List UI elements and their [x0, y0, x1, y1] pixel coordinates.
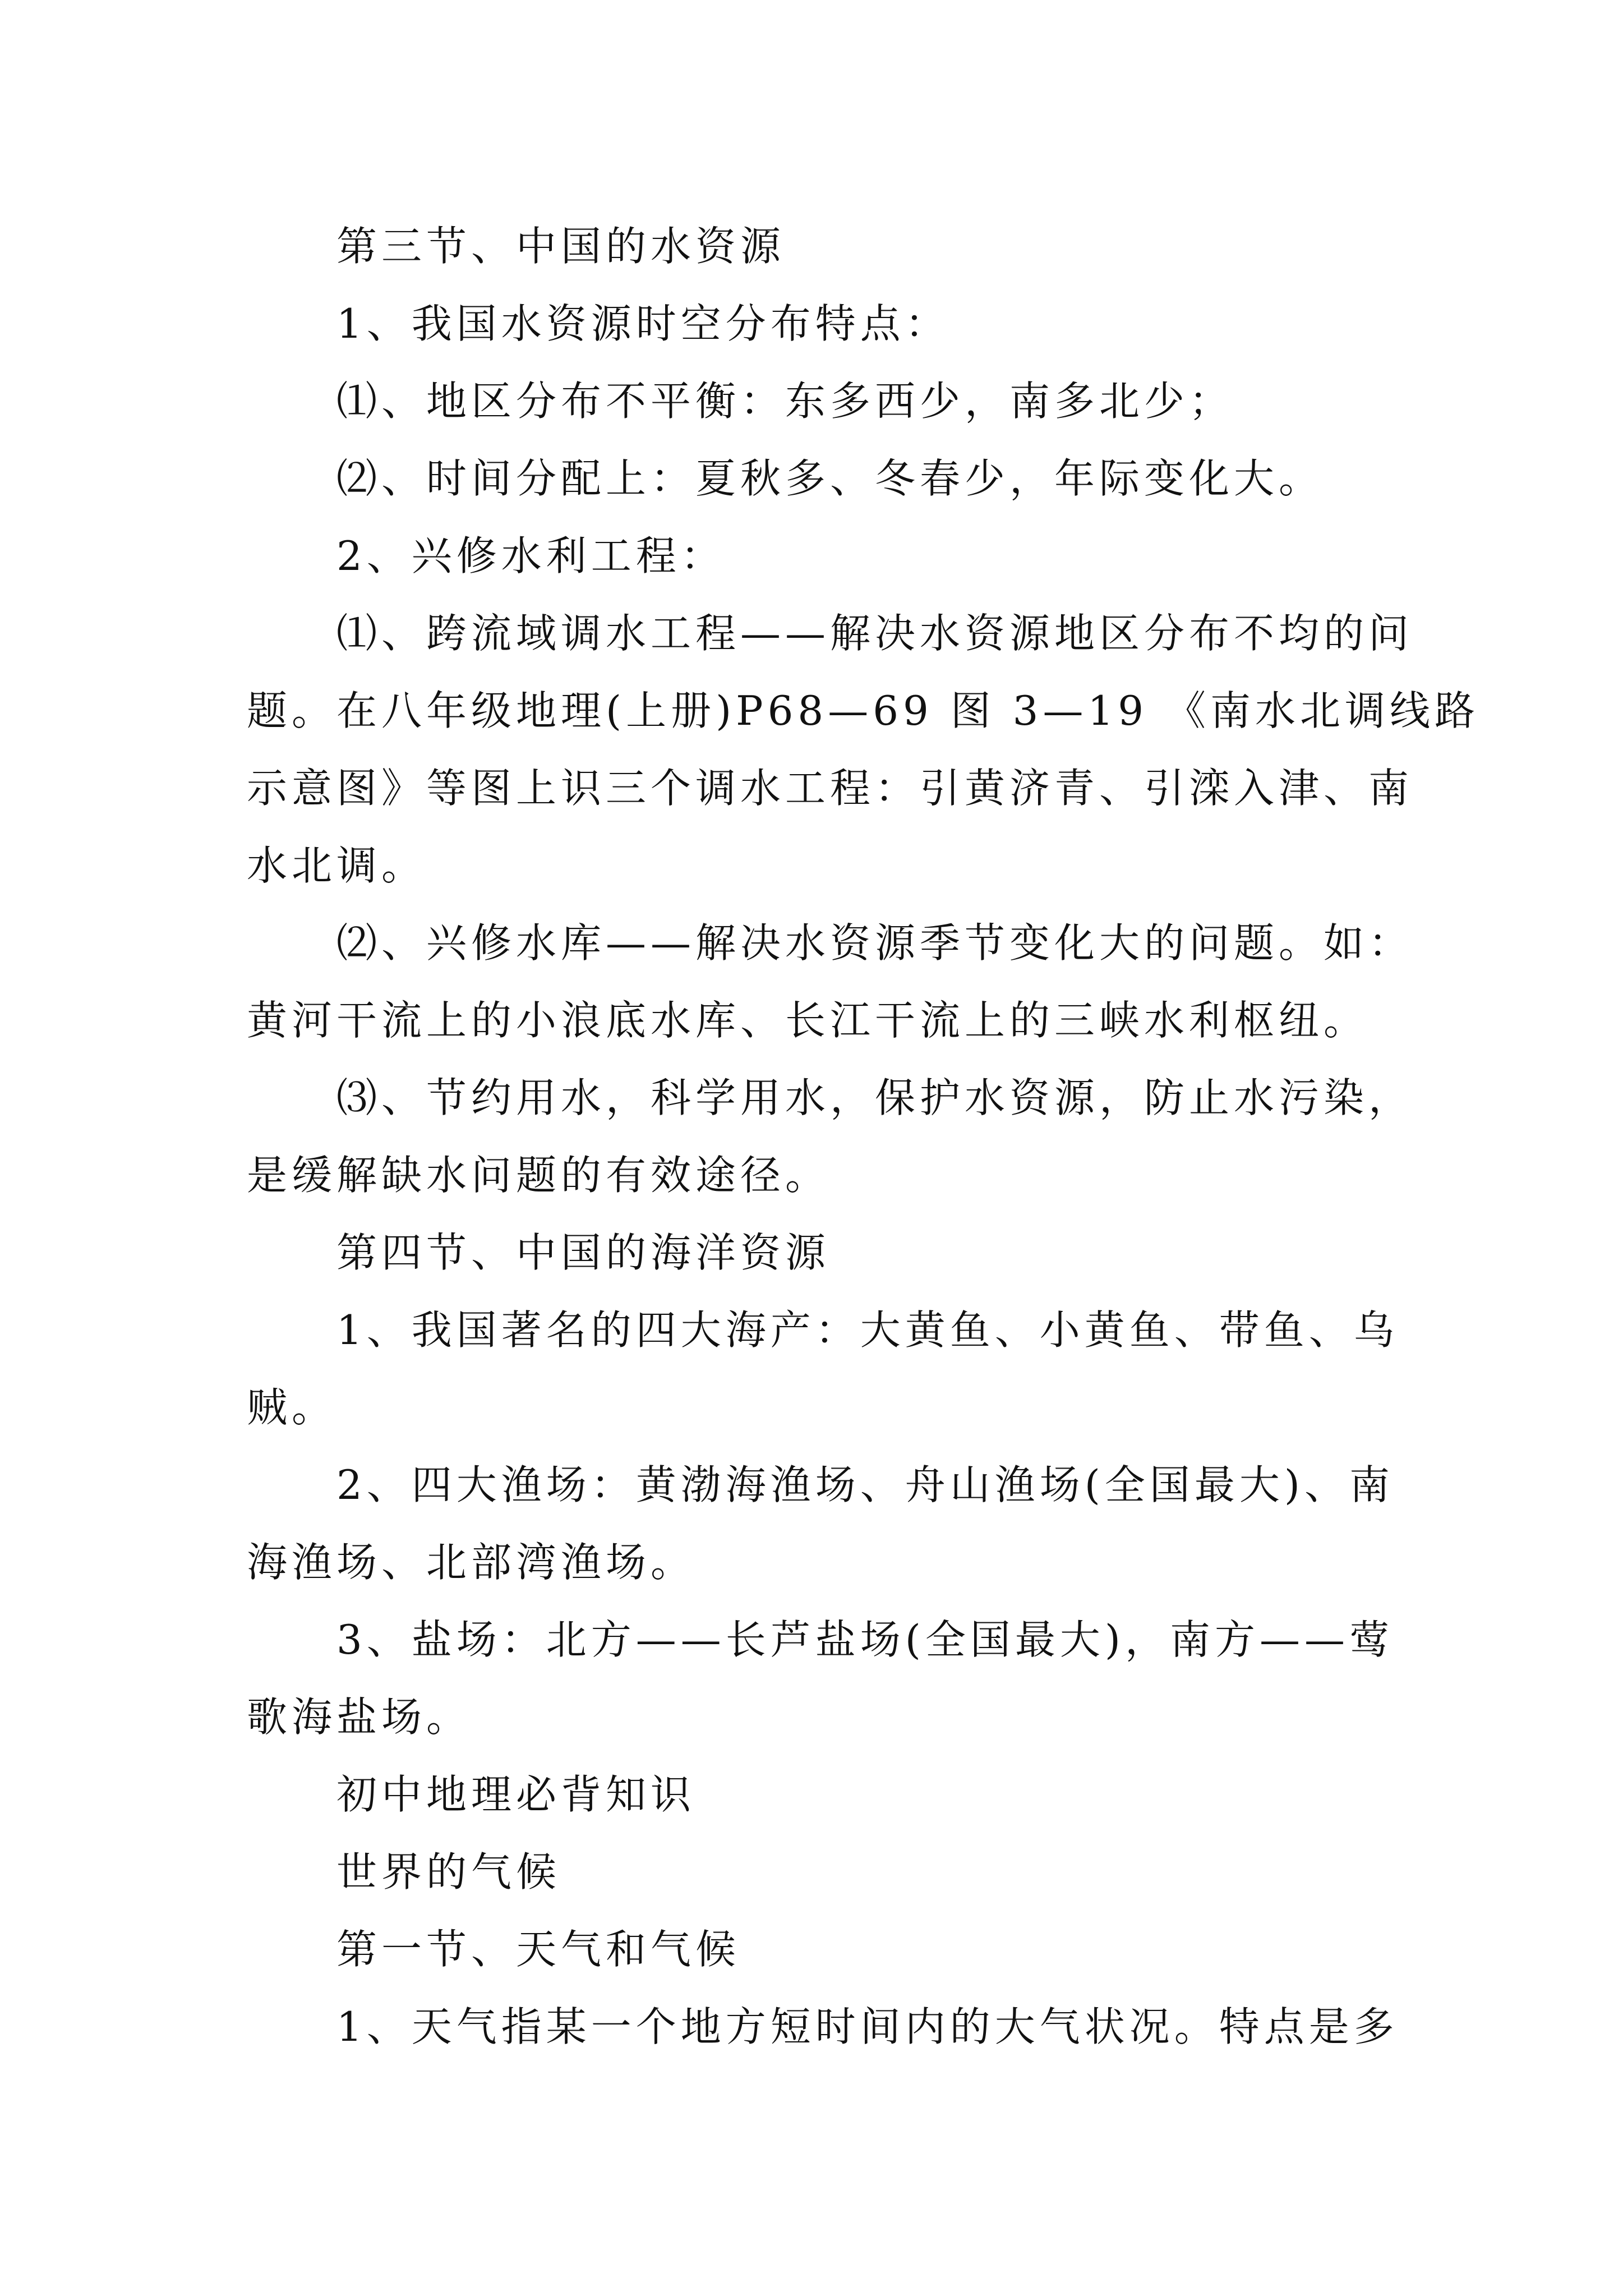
paragraph-line: 歌海盐场。: [247, 1694, 472, 1741]
paragraph-line: 1、我国著名的四大海产：大黄鱼、小黄鱼、带鱼、乌: [336, 1306, 1399, 1354]
section-heading-weather-climate: 第一节、天气和气候: [336, 1926, 741, 1973]
paragraph-line: 水北调。: [247, 842, 427, 889]
heading-geography-knowledge: 初中地理必背知识: [336, 1771, 696, 1818]
paragraph-line: 1、天气指某一个地方短时间内的大气状况。特点是多: [336, 2003, 1399, 2050]
paragraph-line: 是缓解缺水问题的有效途径。: [247, 1152, 831, 1199]
paragraph-line: 示意图》等图上识三个调水工程：引黄济青、引滦入津、南: [247, 765, 1414, 812]
document-body: [247, 208, 1479, 2065]
paragraph-line: 黄河干流上的小浪底水库、长江干流上的三峡水利枢纽。: [247, 997, 1369, 1044]
section-heading-water-resources: 第三节、中国的水资源: [336, 223, 786, 270]
paragraph-line: 海渔场、北部湾渔场。: [247, 1539, 696, 1586]
paragraph-line: ⑴、地区分布不平衡：东多西少，南多北少；: [336, 378, 1234, 425]
paragraph-line: ⑵、时间分配上：夏秋多、冬春少，年际变化大。: [336, 455, 1324, 502]
paragraph-line: 1、我国水资源时空分布特点：: [336, 300, 950, 347]
paragraph-line: ⑶、节约用水，科学用水，保护水资源，防止水污染，: [336, 1074, 1414, 1121]
section-heading-ocean-resources: 第四节、中国的海洋资源: [336, 1229, 831, 1276]
paragraph-line: 2、兴修水利工程：: [336, 532, 726, 579]
paragraph-line: 贼。: [247, 1384, 337, 1431]
paragraph-line: 2、四大渔场：黄渤海渔场、舟山渔场(全国最大)、南: [336, 1461, 1394, 1508]
heading-world-climate: 世界的气候: [336, 1848, 561, 1895]
paragraph-line: ⑵、兴修水库——解决水资源季节变化大的问题。如：: [336, 919, 1414, 967]
paragraph-line: 题。在八年级地理(上册)P68—69 图 3—19 《南水北调线路: [247, 687, 1479, 734]
paragraph-line: 3、盐场：北方——长芦盐场(全国最大)，南方——莺: [336, 1616, 1394, 1663]
paragraph-line: ⑴、跨流域调水工程——解决水资源地区分布不均的问: [336, 610, 1414, 657]
